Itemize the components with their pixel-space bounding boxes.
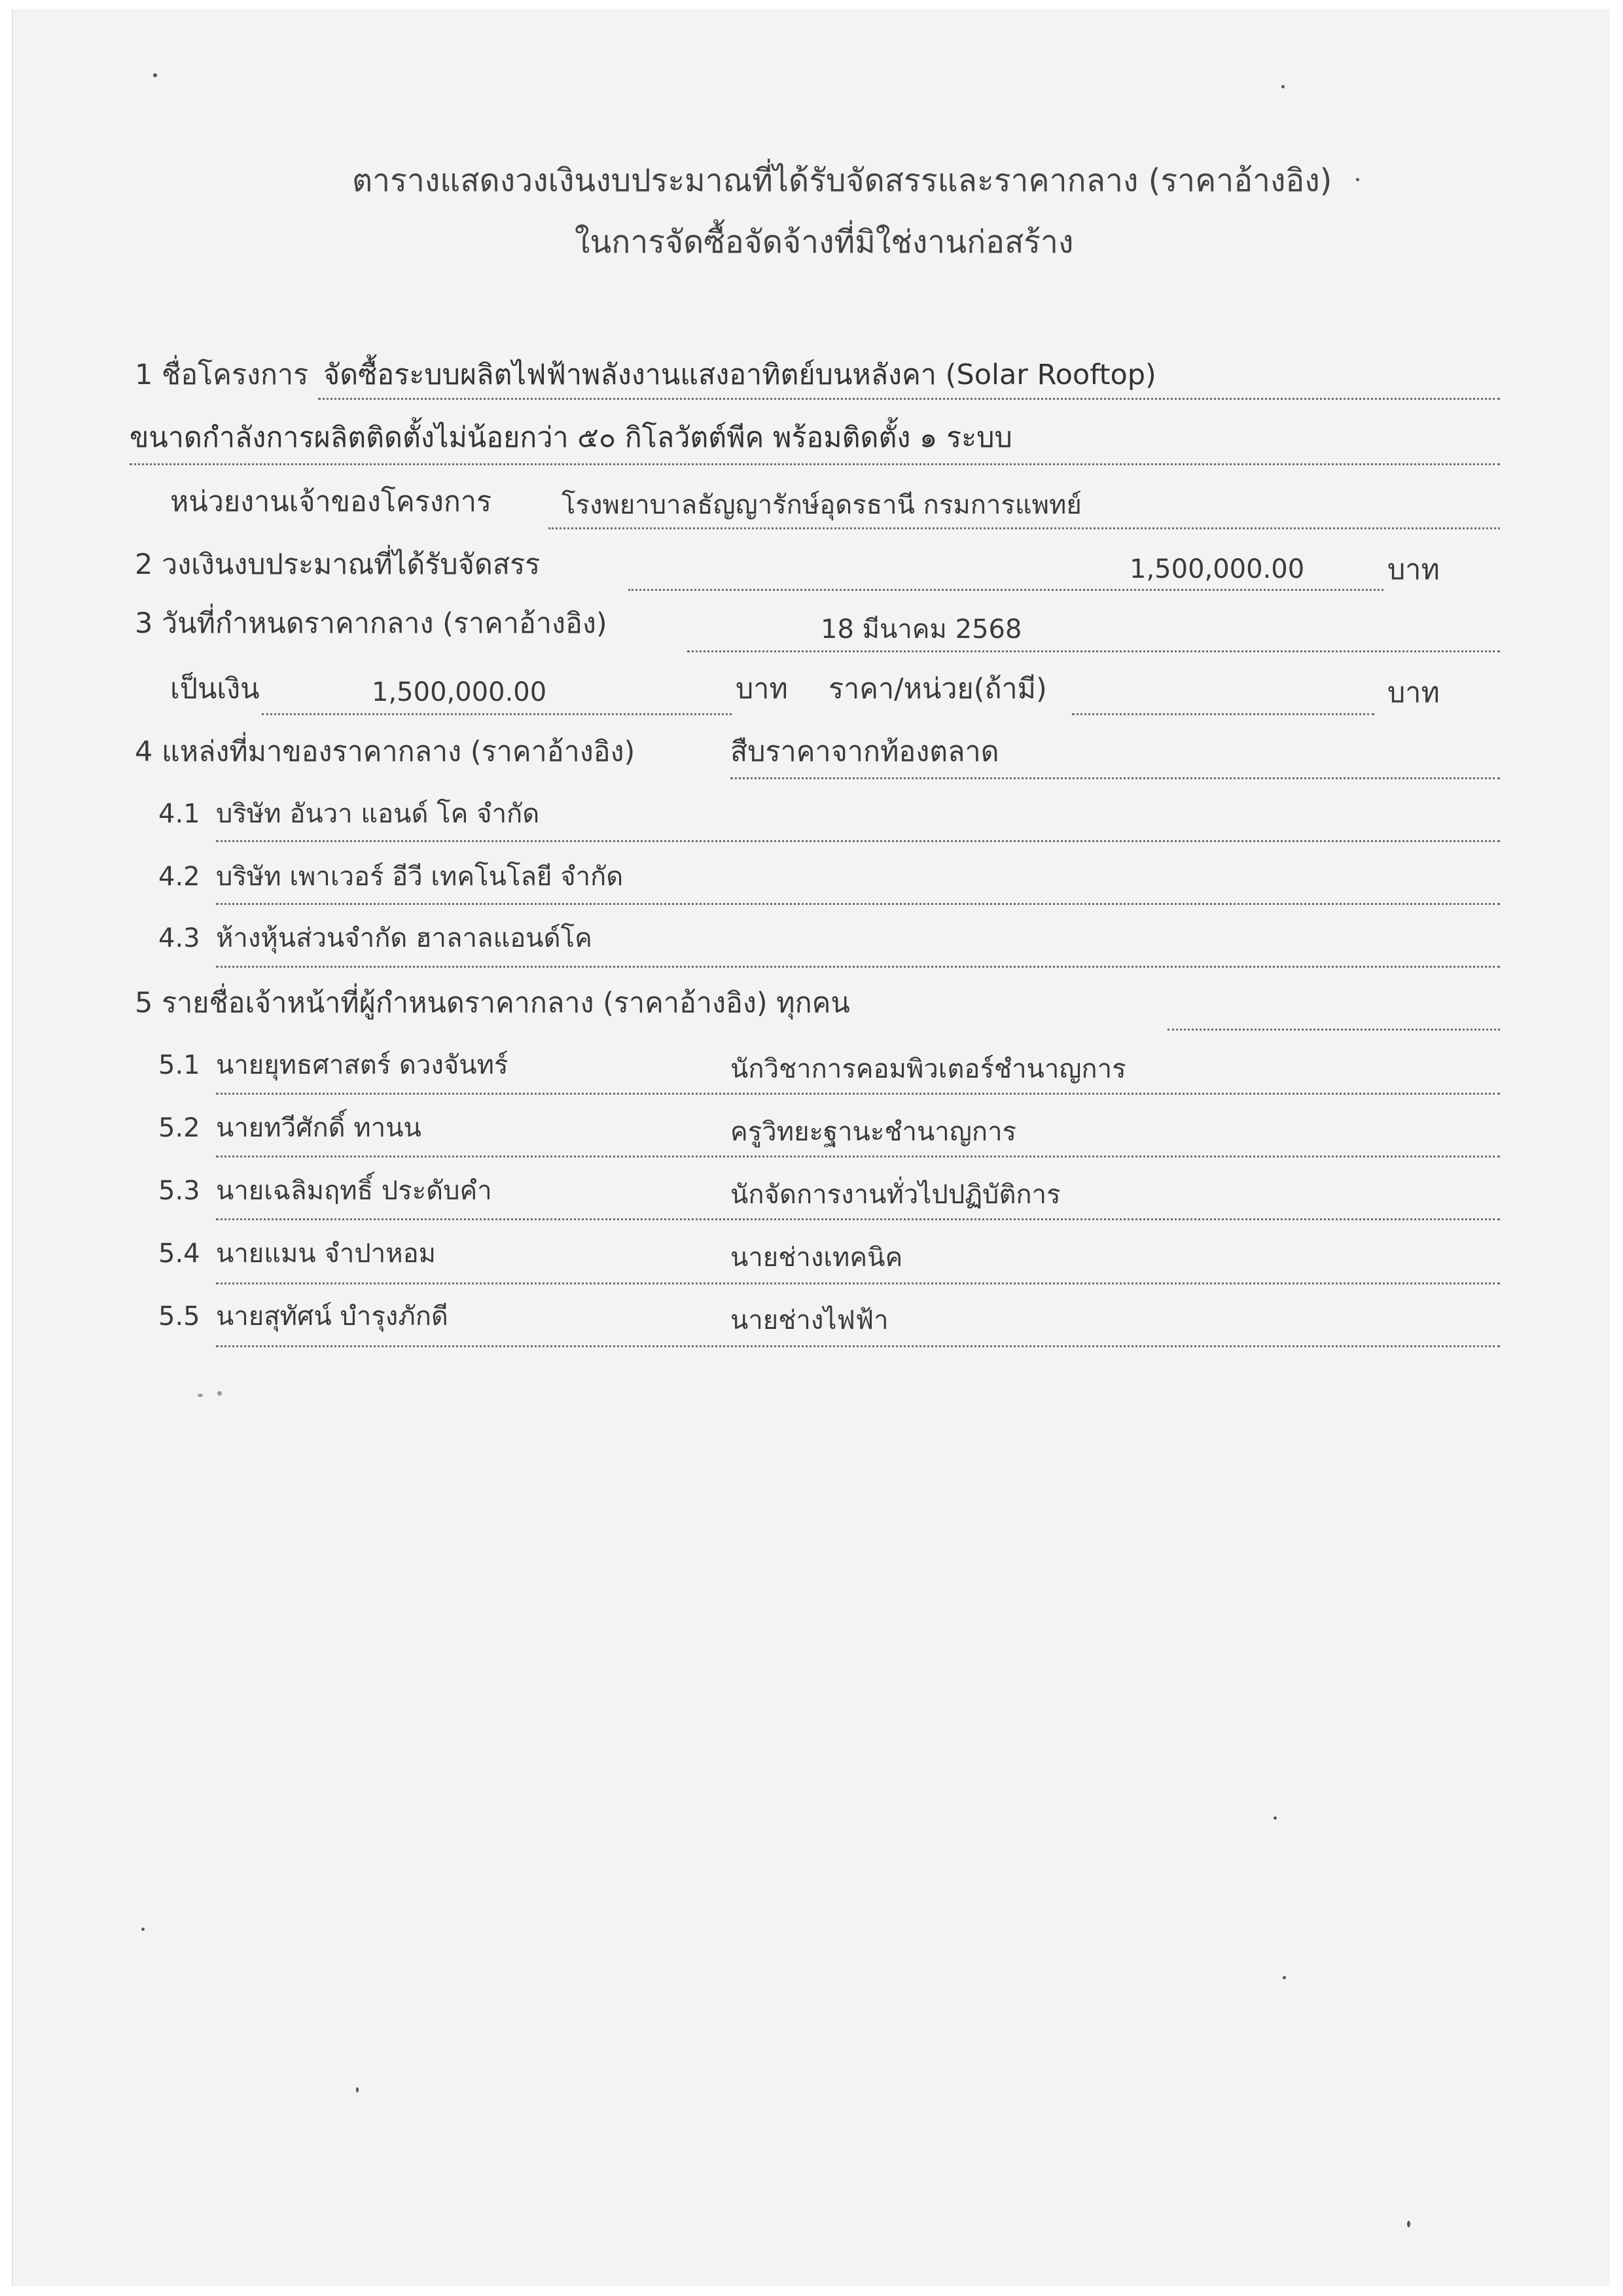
budget-unit: บาท [1387, 554, 1440, 586]
reference-date-value: 18 มีนาคม 2568 [821, 614, 1022, 645]
scan-speck [153, 73, 157, 77]
project-owner-label: หน่วยงานเจ้าของโครงการ [170, 486, 492, 518]
officer-position: นักจัดการงานทั่วไปปฏิบัติการ [730, 1180, 1061, 1210]
project-owner-underline [548, 527, 1500, 529]
budget-label: 2 วงเงินงบประมาณที่ได้รับจัดสรร [135, 548, 541, 581]
scan-speck [1283, 1976, 1286, 1979]
officer-name: นายสุทัศน์ บำรุงภักดี [216, 1301, 448, 1332]
officer-underline [216, 1093, 1500, 1095]
project-name-line-2-underline [130, 463, 1500, 465]
per-unit-price-underline [1072, 713, 1374, 715]
officer-position: นักวิชาการคอมพิวเตอร์ชำนาญการ [730, 1054, 1126, 1084]
title-line-1: ตารางแสดงวงเงินงบประมาณที่ได้รับจัดสรรและราคากลาง (ราคาอ้างอิง) [352, 162, 1332, 199]
price-source-label: 4 แหล่งที่มาของราคากลาง (ราคาอ้างอิง) [135, 735, 635, 768]
reference-date-underline [687, 650, 1500, 652]
source-underline [216, 966, 1500, 968]
officer-name: นายแมน จำปาหอม [216, 1239, 436, 1269]
source-number: 4.1 [158, 799, 200, 829]
officer-position: นายช่างไฟฟ้า [730, 1305, 889, 1335]
reference-date-label: 3 วันที่กำหนดราคากลาง (ราคาอ้างอิง) [135, 607, 607, 640]
scan-speck [198, 1394, 203, 1397]
officer-name: นายยุทธศาสตร์ ดวงจันทร์ [216, 1050, 508, 1080]
officer-underline [216, 1282, 1500, 1284]
scan-speck [141, 1928, 145, 1931]
title-line-2: ในการจัดซื้อจัดจ้างที่มิใช่งานก่อสร้าง [575, 224, 1074, 260]
officer-underline [216, 1218, 1500, 1220]
scan-speck [1281, 85, 1285, 88]
project-name-label: 1 ชื่อโครงการ [135, 359, 309, 391]
scan-speck [1407, 2221, 1410, 2227]
scanned-page [12, 9, 1610, 2286]
price-source-value: สืบราคาจากท้องตลาด [730, 735, 999, 768]
price-source-underline [730, 777, 1500, 779]
source-underline [216, 840, 1500, 842]
scan-speck [1356, 178, 1359, 181]
scan-speck [217, 1391, 222, 1396]
officer-number: 5.5 [158, 1301, 200, 1332]
project-name-value: จัดซื้อระบบผลิตไฟฟ้าพลังงานแสงอาทิตย์บนหลังคา (Solar Rooftop) [323, 359, 1156, 391]
source-underline [216, 903, 1500, 905]
source-number: 4.3 [158, 923, 200, 953]
project-owner-value: โรงพยาบาลธัญญารักษ์อุดรธานี กรมการแพทย์ [562, 490, 1082, 520]
officer-position: นายช่างเทคนิค [730, 1243, 903, 1273]
reference-amount-underline [262, 713, 732, 715]
officer-name: นายเฉลิมฤทธิ์ ประดับคำ [216, 1176, 492, 1206]
source-name: ห้างหุ้นส่วนจำกัด ฮาลาลแอนด์โค [216, 923, 592, 953]
project-name-underline [318, 398, 1500, 400]
project-name-value-line-2: ขนาดกำลังการผลิตติดตั้งไม่น้อยกว่า ๕๐ กิโลวัตต์พีค พร้อมติดตั้ง ๑ ระบบ [130, 421, 1012, 454]
officer-number: 5.4 [158, 1239, 200, 1269]
source-number: 4.2 [158, 862, 200, 892]
per-unit-price-unit: บาท [1387, 677, 1440, 709]
officer-underline [216, 1156, 1500, 1157]
officer-number: 5.3 [158, 1176, 200, 1206]
officers-label: 5 รายชื่อเจ้าหน้าที่ผู้กำหนดราคากลาง (ราคาอ้างอิง) ทุกคน [135, 987, 850, 1019]
officer-position: ครูวิทยะฐานะชำนาญการ [730, 1117, 1017, 1147]
reference-amount-unit: บาท [736, 673, 788, 705]
scan-speck [356, 2087, 359, 2093]
officer-name: นายทวีศักดิ์ ทานน [216, 1113, 421, 1143]
reference-amount-value: 1,500,000.00 [372, 677, 547, 707]
source-name: บริษัท อันวา แอนด์ โค จำกัด [216, 799, 540, 829]
budget-amount-underline [628, 589, 1383, 591]
officer-underline [216, 1345, 1500, 1347]
reference-amount-label: เป็นเงิน [170, 673, 260, 705]
officer-number: 5.1 [158, 1050, 200, 1080]
officers-label-underline [1168, 1029, 1500, 1031]
officer-number: 5.2 [158, 1113, 200, 1143]
scan-speck [1274, 1816, 1277, 1820]
per-unit-price-label: ราคา/หน่วย(ถ้ามี) [829, 673, 1047, 705]
budget-amount: 1,500,000.00 [1130, 554, 1305, 584]
source-name: บริษัท เพาเวอร์ อีวี เทคโนโลยี จำกัด [216, 862, 624, 892]
